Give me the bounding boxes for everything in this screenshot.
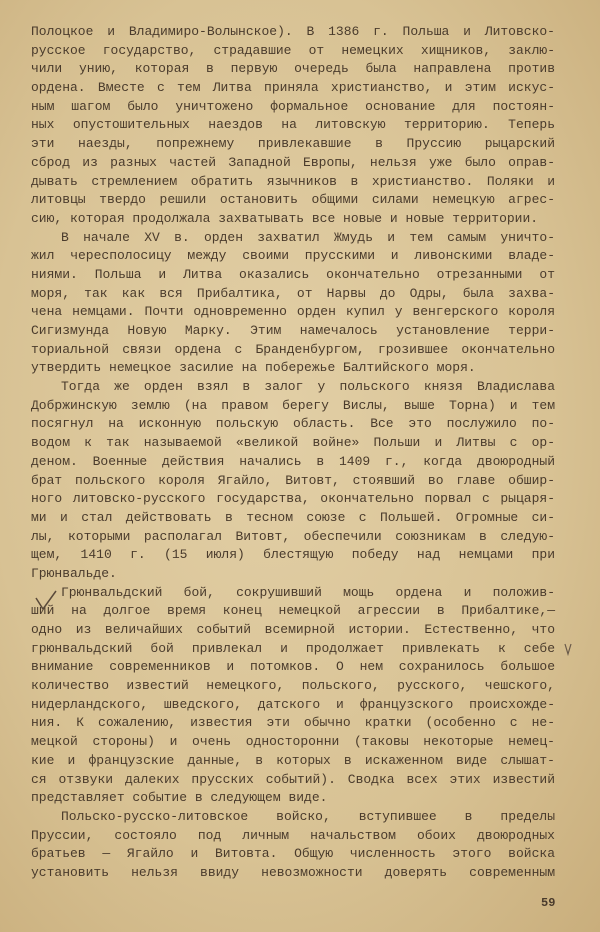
text-line: ниями. Польша и Литва оказались окончательно отрезанными от <box>31 266 555 282</box>
text-line: русское государство, страдавшие от немецких хищников, заклю- <box>31 42 555 58</box>
handwritten-checkmark-icon <box>34 590 58 612</box>
text-line: братьев — Ягайло и Витовта. Общую численность этого войска <box>31 846 555 862</box>
paragraph <box>31 229 555 379</box>
text-line: ми и стал действовать в тесном союзе с Польшей. Огромные си- <box>31 509 555 525</box>
text-line: ордена. Вместе с тем Литва приняла христианство, и этим искус- <box>31 80 555 96</box>
text-line: Пруссии, состояло под личным начальством обоих двоюродных <box>31 827 555 843</box>
text-line: сию, которая продолжала захватывать все новые и новые территории. <box>31 210 539 226</box>
text-line: Грюнвальде. <box>31 565 117 581</box>
text-line: Польско-русско-литовское войско, вступившее в пределы <box>61 808 555 824</box>
text-line: Добржинскую землю (на правом берегу Вислы, выше Торна) и тем <box>31 397 555 413</box>
text-line: дывать стремлением обратить язычников в христианство. Поляки и <box>31 173 555 189</box>
text-line: представляет событие в следующем виде. <box>31 790 328 806</box>
text-line: щем, 1410 г. (15 июля) блестящую победу над немцами при <box>31 547 555 563</box>
text-line: ния. К сожалению, известия эти обычно кратки (особенно с не- <box>31 715 555 731</box>
text-line: литовцы твердо решили остановить общими силами немецкую агрес- <box>31 192 555 208</box>
text-line: чена немцами. Почти одновременно орден купил у венгерского короля <box>31 304 555 320</box>
text-line: ся отзвуки далеких прусских событий). Сводка всех этих известий <box>31 771 555 787</box>
paragraph <box>31 23 555 229</box>
text-line: мецкой стороны) и очень односторонни (таковы некоторые немец- <box>31 734 555 750</box>
text-line: количество известий немецкого, польского, русского, чешского, <box>31 678 555 694</box>
text-line: моря, так как вся Прибалтика, от Нарвы до Одры, была захва- <box>31 285 555 301</box>
text-line: чили унию, которая в первую очередь была направлена против <box>31 61 555 77</box>
page-number: 59 <box>541 896 556 910</box>
paragraph <box>31 378 555 584</box>
text-line: ных опустошительных наездов на литовскую территорию. Теперь <box>31 117 555 133</box>
text-line: эти наезды, попрежнему привлекавшие в Пруссию рыцарский <box>31 136 555 152</box>
text-line: Грюнвальдский бой, сокрушивший мощь ордена и положив- <box>61 584 555 600</box>
text-line: сброд из разных частей Западной Европы, нельзя уже было оправ- <box>31 154 555 170</box>
page-body <box>31 23 555 883</box>
text-line: установить нельзя ввиду невозможности доверять современным <box>31 864 555 880</box>
paragraph <box>31 808 555 883</box>
text-line: брат польского короля Ягайло, Витовт, стоявший во главе обшир- <box>31 472 555 488</box>
text-line: водом к так называемой «великой войне» Польши и Литвы с ор- <box>31 435 555 451</box>
text-line: ший на долгое время конец немецкой агрессии в Прибалтике,— <box>31 603 555 619</box>
text-line: посягнул на исконную польскую область. Все это послужило по- <box>31 416 555 432</box>
text-line: Сигизмунда Новую Марку. Этим намечалось установление терри- <box>31 323 555 338</box>
text-line: Полоцкое и Владимиро-Волынское). В 1386 г. Польша и Литовско- <box>31 24 555 39</box>
paragraph <box>31 584 555 808</box>
text-line: лы, которыми располагал Витовт, обеспечили союзникам в следую- <box>31 528 555 544</box>
text-line: кие и французские данные, в которых в искаженном виде слышат- <box>31 752 555 768</box>
text-line: утвердить немецкое засилие на побережье Балтийского моря. <box>31 360 476 376</box>
text-line: ным шагом было уничтожено формальное основание для постоян- <box>31 98 555 114</box>
text-line: грюнвальдский бой привлекал и продолжает привлекать к себе <box>31 640 555 656</box>
text-line: В начале XV в. орден захватил Жмудь и тем самым уничто- <box>61 229 555 245</box>
text-line: ного литовско-русского государства, окончательно порвал с рыцаря- <box>31 491 555 507</box>
text-line: ториальной связи ордена с Бранденбургом, грозившее окончательно <box>31 341 555 357</box>
text-line: одно из величайших событий всемирной истории. Естественно, что <box>31 622 555 637</box>
text-line: нидерландского, шведского, датского и французского происхожде- <box>31 696 555 712</box>
text-line: деном. Военные действия начались в 1409 г., когда двоюродный <box>31 453 555 469</box>
margin-tick-icon <box>563 642 573 658</box>
text-line: внимание современников и потомков. О нем сохранилось большое <box>31 659 555 675</box>
text-line: жил чересполосицу между своими прусскими и ливонскими владе- <box>31 248 555 264</box>
text-line: Тогда же орден взял в залог у польского князя Владислава <box>61 379 555 395</box>
